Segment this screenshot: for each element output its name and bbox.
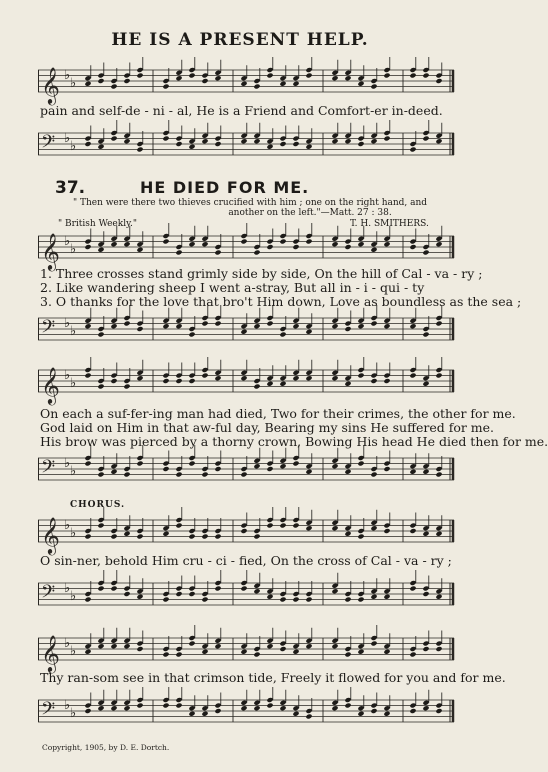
svg-text:♭: ♭ [64, 455, 71, 471]
svg-text:♭: ♭ [70, 324, 77, 340]
epigraph-line-2: another on the left."—Matt. 27 : 38. [228, 208, 392, 218]
svg-text:♭: ♭ [70, 589, 77, 605]
svg-text:♭: ♭ [64, 697, 71, 713]
svg-text:♭: ♭ [64, 635, 71, 651]
svg-text:𝄢: 𝄢 [41, 132, 56, 157]
lyric-verse-1a: 1. Three crosses stand grimly side by side, On the hill of Cal - va - ry ; [40, 266, 483, 281]
svg-text:♭: ♭ [64, 580, 71, 596]
staff-system-2-treble [38, 362, 454, 402]
hymn-number: 37. [55, 178, 86, 198]
svg-text:♭: ♭ [70, 526, 77, 542]
staff-system-2-bass [38, 450, 454, 490]
chorus-label: CHORUS. [70, 500, 126, 510]
svg-text:𝄢: 𝄢 [41, 582, 56, 607]
svg-text:♭: ♭ [64, 517, 71, 533]
staff-system-1-treble [38, 228, 454, 268]
svg-text:𝄞: 𝄞 [41, 66, 60, 104]
svg-text:♭: ♭ [64, 130, 71, 146]
svg-text:𝄢: 𝄢 [41, 457, 56, 482]
staff-system-4-bass [38, 692, 454, 732]
staff-system-1-bass [38, 310, 454, 350]
svg-text:𝄞: 𝄞 [41, 366, 60, 404]
page-title: HE IS A PRESENT HELP. [111, 30, 369, 50]
svg-text:♭: ♭ [70, 242, 77, 258]
lyric-chorus-a: O sin-ner, behold Him cru - ci - fied, On the cross of Cal - va - ry ; [40, 553, 452, 568]
lyric-verse-1b: On each a suf-fer-ing man had died, Two for their crimes, the other for me. [40, 406, 516, 421]
svg-text:𝄞: 𝄞 [41, 634, 60, 672]
svg-text:♭: ♭ [64, 67, 71, 83]
composer-credit: T. H. SMITHERS. [350, 219, 429, 229]
svg-text:𝄞: 𝄞 [41, 516, 60, 554]
svg-text:♭: ♭ [64, 233, 71, 249]
staff-system-0-bass [38, 125, 454, 165]
copyright-notice: Copyright, 1905, by D. E. Dortch. [42, 743, 170, 752]
staff-system-3-treble [38, 512, 454, 552]
svg-text:𝄢: 𝄢 [41, 699, 56, 724]
svg-text:♭: ♭ [70, 139, 77, 155]
svg-text:♭: ♭ [70, 644, 77, 660]
epigraph-line-1: " Then were there two thieves crucified with him ; one on the right hand, and [72, 198, 428, 208]
svg-text:♭: ♭ [64, 367, 71, 383]
staff-system-4-treble [38, 630, 454, 670]
lyric-verse-3b: His brow was pierced by a thorny crown, Bowing His head He died then for me. [40, 434, 548, 449]
lyric-carryover: pain and self-de - ni - al, He is a Friend and Comfort-er in-deed. [40, 103, 443, 118]
staff-system-0-treble [38, 62, 454, 102]
hymn-title: HE DIED FOR ME. [140, 178, 310, 197]
svg-text:𝄢: 𝄢 [41, 317, 56, 342]
lyric-verse-2a: 2. Like wandering sheep I went a-stray, But all in - i - qui - ty [40, 280, 425, 295]
lyric-verse-2b: God laid on Him in that aw-ful day, Bearing my sins He suffered for me. [40, 420, 495, 435]
music-credit: " British Weekly." [58, 219, 137, 229]
svg-text:♭: ♭ [64, 315, 71, 331]
staff-system-3-bass [38, 575, 454, 615]
svg-text:♭: ♭ [70, 76, 77, 92]
svg-text:♭: ♭ [70, 706, 77, 722]
lyric-chorus-b: Thy ran-som see in that crimson tide, Freely it flowed for you and for me. [40, 670, 506, 685]
svg-text:♭: ♭ [70, 376, 77, 392]
svg-text:♭: ♭ [70, 464, 77, 480]
lyric-verse-3a: 3. O thanks for the love that bro't Him down, Love as boundless as the sea ; [40, 294, 522, 309]
svg-text:𝄞: 𝄞 [41, 232, 60, 270]
